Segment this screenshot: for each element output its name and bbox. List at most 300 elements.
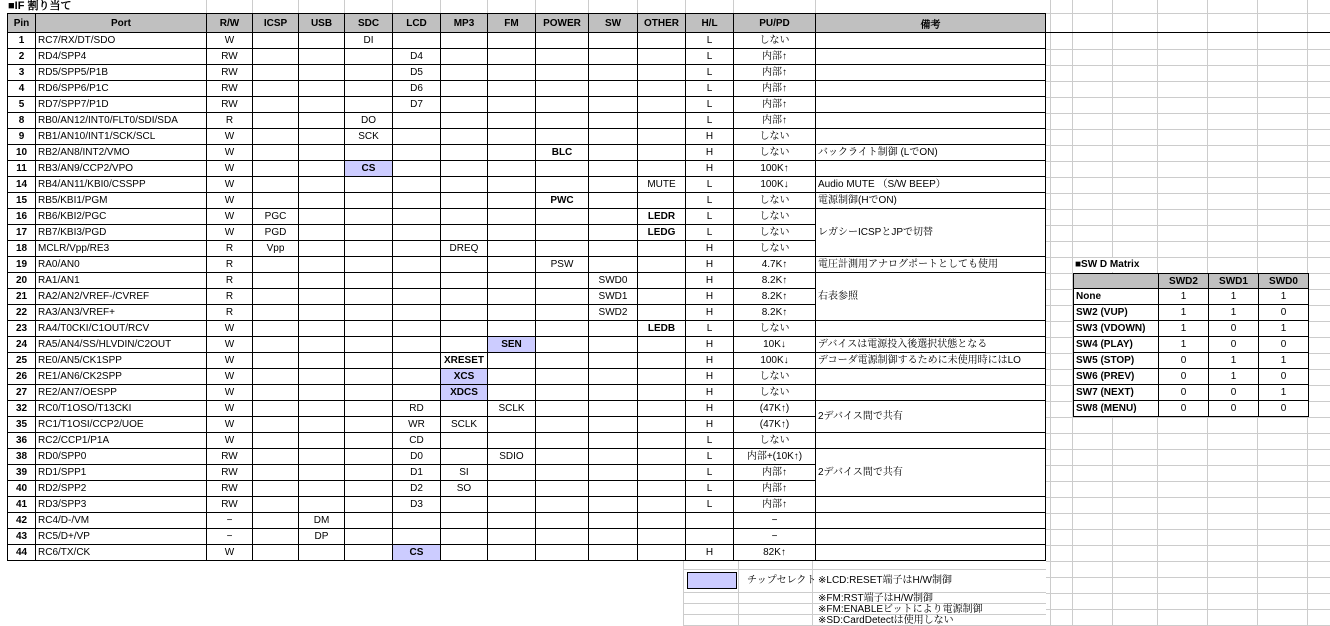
pin25-hl-cell[interactable]: H: [686, 353, 734, 369]
pin18-port-cell[interactable]: MCLR/Vpp/RE3: [36, 241, 207, 257]
pin5-pupd-cell[interactable]: 内部↑: [734, 97, 816, 113]
pin43-usb-cell[interactable]: DP: [299, 529, 345, 545]
pin32-fm-cell[interactable]: SCLK: [488, 401, 536, 417]
pin27-fm-cell[interactable]: [488, 385, 536, 401]
pin11-rw-cell[interactable]: W: [207, 161, 253, 177]
pin44-lcd-cell[interactable]: CS: [393, 545, 441, 561]
swd-value-swd0[interactable]: 1: [1259, 353, 1309, 369]
pin14-usb-cell[interactable]: [299, 177, 345, 193]
pin5-rw-cell[interactable]: RW: [207, 97, 253, 113]
pin15-rw-cell[interactable]: W: [207, 193, 253, 209]
pin38-pin-cell[interactable]: 38: [8, 449, 36, 465]
pin22-power-cell[interactable]: [536, 305, 589, 321]
pin2-sdc-cell[interactable]: [345, 49, 393, 65]
swd-value-swd1[interactable]: 1: [1209, 289, 1259, 305]
column-header-lcd[interactable]: LCD: [393, 14, 441, 33]
pin16-remark-cell[interactable]: レガシーICSPとJPで切替: [816, 209, 1046, 257]
pin10-mp3-cell[interactable]: [441, 145, 488, 161]
pin2-sw-cell[interactable]: [589, 49, 638, 65]
pin36-pupd-cell[interactable]: しない: [734, 433, 816, 449]
pin1-remark-cell[interactable]: [816, 33, 1046, 49]
pin3-power-cell[interactable]: [536, 65, 589, 81]
pin38-port-cell[interactable]: RD0/SPP0: [36, 449, 207, 465]
pin21-rw-cell[interactable]: R: [207, 289, 253, 305]
pin8-mp3-cell[interactable]: [441, 113, 488, 129]
pin17-fm-cell[interactable]: [488, 225, 536, 241]
pin11-hl-cell[interactable]: H: [686, 161, 734, 177]
pin1-mp3-cell[interactable]: [441, 33, 488, 49]
pin11-pupd-cell[interactable]: 100K↑: [734, 161, 816, 177]
swd-value-swd0[interactable]: 1: [1259, 321, 1309, 337]
footnote-3[interactable]: ※FM:ENABLEビットにより電源制御: [818, 604, 983, 615]
pin42-usb-cell[interactable]: DM: [299, 513, 345, 529]
pin22-fm-cell[interactable]: [488, 305, 536, 321]
pin36-hl-cell[interactable]: L: [686, 433, 734, 449]
pin11-icsp-cell[interactable]: [253, 161, 299, 177]
pin25-mp3-cell[interactable]: XRESET: [441, 353, 488, 369]
pin22-pupd-cell[interactable]: 8.2K↑: [734, 305, 816, 321]
pin40-other-cell[interactable]: [638, 481, 686, 497]
pin10-other-cell[interactable]: [638, 145, 686, 161]
pin35-other-cell[interactable]: [638, 417, 686, 433]
pin5-sdc-cell[interactable]: [345, 97, 393, 113]
pin25-power-cell[interactable]: [536, 353, 589, 369]
pin14-sw-cell[interactable]: [589, 177, 638, 193]
pin10-sdc-cell[interactable]: [345, 145, 393, 161]
pin19-lcd-cell[interactable]: [393, 257, 441, 273]
pin18-mp3-cell[interactable]: DREQ: [441, 241, 488, 257]
pin19-power-cell[interactable]: PSW: [536, 257, 589, 273]
pin8-rw-cell[interactable]: R: [207, 113, 253, 129]
pin3-fm-cell[interactable]: [488, 65, 536, 81]
pin23-other-cell[interactable]: LEDB: [638, 321, 686, 337]
pin21-mp3-cell[interactable]: [441, 289, 488, 305]
pin36-sdc-cell[interactable]: [345, 433, 393, 449]
pin10-remark-cell[interactable]: バックライト制御 (LでON): [816, 145, 1046, 161]
pin39-rw-cell[interactable]: RW: [207, 465, 253, 481]
pin42-sw-cell[interactable]: [589, 513, 638, 529]
pin36-port-cell[interactable]: RC2/CCP1/P1A: [36, 433, 207, 449]
pin15-usb-cell[interactable]: [299, 193, 345, 209]
pin26-icsp-cell[interactable]: [253, 369, 299, 385]
pin22-icsp-cell[interactable]: [253, 305, 299, 321]
pin23-remark-cell[interactable]: [816, 321, 1046, 337]
pin26-remark-cell[interactable]: [816, 369, 1046, 385]
swd-value-swd1[interactable]: 0: [1209, 401, 1259, 417]
pin25-sw-cell[interactable]: [589, 353, 638, 369]
pin26-sw-cell[interactable]: [589, 369, 638, 385]
pin14-mp3-cell[interactable]: [441, 177, 488, 193]
column-header-sdc[interactable]: SDC: [345, 14, 393, 33]
pin35-lcd-cell[interactable]: WR: [393, 417, 441, 433]
pin11-fm-cell[interactable]: [488, 161, 536, 177]
pin41-mp3-cell[interactable]: [441, 497, 488, 513]
pin19-other-cell[interactable]: [638, 257, 686, 273]
pin41-rw-cell[interactable]: RW: [207, 497, 253, 513]
pin19-pupd-cell[interactable]: 4.7K↑: [734, 257, 816, 273]
pin9-port-cell[interactable]: RB1/AN10/INT1/SCK/SCL: [36, 129, 207, 145]
pin27-sdc-cell[interactable]: [345, 385, 393, 401]
pin1-power-cell[interactable]: [536, 33, 589, 49]
pin4-lcd-cell[interactable]: D6: [393, 81, 441, 97]
swd-value-swd2[interactable]: 0: [1159, 369, 1209, 385]
pin32-lcd-cell[interactable]: RD: [393, 401, 441, 417]
pin42-pupd-cell[interactable]: −: [734, 513, 816, 529]
pin25-icsp-cell[interactable]: [253, 353, 299, 369]
pin14-icsp-cell[interactable]: [253, 177, 299, 193]
pin24-icsp-cell[interactable]: [253, 337, 299, 353]
pin19-remark-cell[interactable]: 電圧計測用アナログポートとしても使用: [816, 257, 1046, 273]
pin25-sdc-cell[interactable]: [345, 353, 393, 369]
pin32-sdc-cell[interactable]: [345, 401, 393, 417]
pin15-mp3-cell[interactable]: [441, 193, 488, 209]
pin36-sw-cell[interactable]: [589, 433, 638, 449]
pin26-usb-cell[interactable]: [299, 369, 345, 385]
pin5-usb-cell[interactable]: [299, 97, 345, 113]
pin23-icsp-cell[interactable]: [253, 321, 299, 337]
pin36-fm-cell[interactable]: [488, 433, 536, 449]
pin18-rw-cell[interactable]: R: [207, 241, 253, 257]
pin41-power-cell[interactable]: [536, 497, 589, 513]
pin10-pupd-cell[interactable]: しない: [734, 145, 816, 161]
pin8-hl-cell[interactable]: L: [686, 113, 734, 129]
pin9-mp3-cell[interactable]: [441, 129, 488, 145]
swd-value-swd2[interactable]: 0: [1159, 353, 1209, 369]
pin25-pupd-cell[interactable]: 100K↓: [734, 353, 816, 369]
pin44-pupd-cell[interactable]: 82K↑: [734, 545, 816, 561]
swd-value-swd0[interactable]: 0: [1259, 369, 1309, 385]
pin17-pupd-cell[interactable]: しない: [734, 225, 816, 241]
column-header-remark[interactable]: 備考: [816, 14, 1046, 33]
pin24-lcd-cell[interactable]: [393, 337, 441, 353]
pin2-pupd-cell[interactable]: 内部↑: [734, 49, 816, 65]
pin39-icsp-cell[interactable]: [253, 465, 299, 481]
pin17-sw-cell[interactable]: [589, 225, 638, 241]
swd-value-swd1[interactable]: 1: [1209, 369, 1259, 385]
pin16-sw-cell[interactable]: [589, 209, 638, 225]
pin8-power-cell[interactable]: [536, 113, 589, 129]
pin27-power-cell[interactable]: [536, 385, 589, 401]
pin36-power-cell[interactable]: [536, 433, 589, 449]
pin40-icsp-cell[interactable]: [253, 481, 299, 497]
pin36-rw-cell[interactable]: W: [207, 433, 253, 449]
pin27-mp3-cell[interactable]: XDCS: [441, 385, 488, 401]
pin8-remark-cell[interactable]: [816, 113, 1046, 129]
swd-row-label[interactable]: None: [1074, 289, 1159, 305]
pin4-pin-cell[interactable]: 4: [8, 81, 36, 97]
pin4-sdc-cell[interactable]: [345, 81, 393, 97]
pin9-rw-cell[interactable]: W: [207, 129, 253, 145]
pin40-sw-cell[interactable]: [589, 481, 638, 497]
pin20-remark-cell[interactable]: 右表参照: [816, 273, 1046, 321]
pin42-other-cell[interactable]: [638, 513, 686, 529]
column-header-port[interactable]: Port: [36, 14, 207, 33]
pin43-fm-cell[interactable]: [488, 529, 536, 545]
pin39-pupd-cell[interactable]: 内部↑: [734, 465, 816, 481]
pin44-port-cell[interactable]: RC6/TX/CK: [36, 545, 207, 561]
column-header-usb[interactable]: USB: [299, 14, 345, 33]
pin2-usb-cell[interactable]: [299, 49, 345, 65]
pin21-hl-cell[interactable]: H: [686, 289, 734, 305]
pin21-power-cell[interactable]: [536, 289, 589, 305]
pin3-icsp-cell[interactable]: [253, 65, 299, 81]
pin8-other-cell[interactable]: [638, 113, 686, 129]
chip-select-legend-label[interactable]: チップセレクト: [747, 575, 817, 586]
pin44-sw-cell[interactable]: [589, 545, 638, 561]
pin8-icsp-cell[interactable]: [253, 113, 299, 129]
pin4-rw-cell[interactable]: RW: [207, 81, 253, 97]
swd-value-swd2[interactable]: 1: [1159, 289, 1209, 305]
pin14-remark-cell[interactable]: Audio MUTE （S/W BEEP）: [816, 177, 1046, 193]
column-header-pin[interactable]: Pin: [8, 14, 36, 33]
pin1-sw-cell[interactable]: [589, 33, 638, 49]
pin2-hl-cell[interactable]: L: [686, 49, 734, 65]
pin14-rw-cell[interactable]: W: [207, 177, 253, 193]
pin39-pin-cell[interactable]: 39: [8, 465, 36, 481]
pin43-rw-cell[interactable]: −: [207, 529, 253, 545]
column-header-power[interactable]: POWER: [536, 14, 589, 33]
pin43-sdc-cell[interactable]: [345, 529, 393, 545]
pin2-remark-cell[interactable]: [816, 49, 1046, 65]
pin43-mp3-cell[interactable]: [441, 529, 488, 545]
pin11-sdc-cell[interactable]: CS: [345, 161, 393, 177]
pin24-fm-cell[interactable]: SEN: [488, 337, 536, 353]
pin44-sdc-cell[interactable]: [345, 545, 393, 561]
pin38-power-cell[interactable]: [536, 449, 589, 465]
pin16-port-cell[interactable]: RB6/KBI2/PGC: [36, 209, 207, 225]
pin16-mp3-cell[interactable]: [441, 209, 488, 225]
pin3-pin-cell[interactable]: 3: [8, 65, 36, 81]
pin26-hl-cell[interactable]: H: [686, 369, 734, 385]
pin25-fm-cell[interactable]: [488, 353, 536, 369]
column-header-fm[interactable]: FM: [488, 14, 536, 33]
pin44-icsp-cell[interactable]: [253, 545, 299, 561]
pin14-pin-cell[interactable]: 14: [8, 177, 36, 193]
pin15-icsp-cell[interactable]: [253, 193, 299, 209]
pin23-sw-cell[interactable]: [589, 321, 638, 337]
pin10-usb-cell[interactable]: [299, 145, 345, 161]
pin5-other-cell[interactable]: [638, 97, 686, 113]
swd-column-header-swd2[interactable]: SWD2: [1159, 274, 1209, 289]
pin23-lcd-cell[interactable]: [393, 321, 441, 337]
pin14-other-cell[interactable]: MUTE: [638, 177, 686, 193]
pin8-lcd-cell[interactable]: [393, 113, 441, 129]
pin21-sdc-cell[interactable]: [345, 289, 393, 305]
pin23-fm-cell[interactable]: [488, 321, 536, 337]
pin15-other-cell[interactable]: [638, 193, 686, 209]
pin22-rw-cell[interactable]: R: [207, 305, 253, 321]
swd-value-swd0[interactable]: 0: [1259, 401, 1309, 417]
pin15-hl-cell[interactable]: L: [686, 193, 734, 209]
pin35-pin-cell[interactable]: 35: [8, 417, 36, 433]
pin17-usb-cell[interactable]: [299, 225, 345, 241]
pin21-port-cell[interactable]: RA2/AN2/VREF-/CVREF: [36, 289, 207, 305]
pin3-sw-cell[interactable]: [589, 65, 638, 81]
pin1-port-cell[interactable]: RC7/RX/DT/SDO: [36, 33, 207, 49]
pin44-pin-cell[interactable]: 44: [8, 545, 36, 561]
pin22-mp3-cell[interactable]: [441, 305, 488, 321]
swd-header-blank[interactable]: [1074, 274, 1159, 289]
pin26-fm-cell[interactable]: [488, 369, 536, 385]
pin43-lcd-cell[interactable]: [393, 529, 441, 545]
pin9-lcd-cell[interactable]: [393, 129, 441, 145]
pin21-other-cell[interactable]: [638, 289, 686, 305]
pin36-usb-cell[interactable]: [299, 433, 345, 449]
pin8-usb-cell[interactable]: [299, 113, 345, 129]
pin21-pin-cell[interactable]: 21: [8, 289, 36, 305]
swd-value-swd1[interactable]: 0: [1209, 337, 1259, 353]
pin23-pin-cell[interactable]: 23: [8, 321, 36, 337]
pin36-lcd-cell[interactable]: CD: [393, 433, 441, 449]
pin41-sw-cell[interactable]: [589, 497, 638, 513]
pin1-usb-cell[interactable]: [299, 33, 345, 49]
pin3-lcd-cell[interactable]: D5: [393, 65, 441, 81]
pin20-other-cell[interactable]: [638, 273, 686, 289]
swd-value-swd1[interactable]: 1: [1209, 305, 1259, 321]
pin16-usb-cell[interactable]: [299, 209, 345, 225]
pin27-other-cell[interactable]: [638, 385, 686, 401]
pin20-sw-cell[interactable]: SWD0: [589, 273, 638, 289]
pin32-icsp-cell[interactable]: [253, 401, 299, 417]
pin3-other-cell[interactable]: [638, 65, 686, 81]
pin41-other-cell[interactable]: [638, 497, 686, 513]
pin23-pupd-cell[interactable]: しない: [734, 321, 816, 337]
pin35-pupd-cell[interactable]: (47K↑): [734, 417, 816, 433]
pin35-port-cell[interactable]: RC1/T1OSI/CCP2/UOE: [36, 417, 207, 433]
pin32-port-cell[interactable]: RC0/T1OSO/T13CKI: [36, 401, 207, 417]
pin27-icsp-cell[interactable]: [253, 385, 299, 401]
pin4-port-cell[interactable]: RD6/SPP6/P1C: [36, 81, 207, 97]
pin35-fm-cell[interactable]: [488, 417, 536, 433]
pin15-remark-cell[interactable]: 電源制御(HでON): [816, 193, 1046, 209]
pin21-fm-cell[interactable]: [488, 289, 536, 305]
pin15-sdc-cell[interactable]: [345, 193, 393, 209]
pin1-other-cell[interactable]: [638, 33, 686, 49]
swd-row-label[interactable]: SW3 (VDOWN): [1074, 321, 1159, 337]
pin16-pupd-cell[interactable]: しない: [734, 209, 816, 225]
pin43-remark-cell[interactable]: [816, 529, 1046, 545]
pin11-lcd-cell[interactable]: [393, 161, 441, 177]
footnote-4[interactable]: ※SD:CardDetectは使用しない: [818, 615, 954, 626]
pin40-pupd-cell[interactable]: 内部↑: [734, 481, 816, 497]
pin20-icsp-cell[interactable]: [253, 273, 299, 289]
pin35-power-cell[interactable]: [536, 417, 589, 433]
pin5-lcd-cell[interactable]: D7: [393, 97, 441, 113]
pin22-lcd-cell[interactable]: [393, 305, 441, 321]
swd-row-label[interactable]: SW4 (PLAY): [1074, 337, 1159, 353]
pin20-pin-cell[interactable]: 20: [8, 273, 36, 289]
pin1-icsp-cell[interactable]: [253, 33, 299, 49]
pin5-port-cell[interactable]: RD7/SPP7/P1D: [36, 97, 207, 113]
pin4-other-cell[interactable]: [638, 81, 686, 97]
swd-value-swd0[interactable]: 1: [1259, 385, 1309, 401]
pin8-pupd-cell[interactable]: 内部↑: [734, 113, 816, 129]
pin19-icsp-cell[interactable]: [253, 257, 299, 273]
pin11-mp3-cell[interactable]: [441, 161, 488, 177]
pin9-icsp-cell[interactable]: [253, 129, 299, 145]
pin42-lcd-cell[interactable]: [393, 513, 441, 529]
pin8-fm-cell[interactable]: [488, 113, 536, 129]
pin2-lcd-cell[interactable]: D4: [393, 49, 441, 65]
pin20-mp3-cell[interactable]: [441, 273, 488, 289]
pin11-other-cell[interactable]: [638, 161, 686, 177]
swd-value-swd0[interactable]: 0: [1259, 305, 1309, 321]
pin18-pin-cell[interactable]: 18: [8, 241, 36, 257]
pin38-rw-cell[interactable]: RW: [207, 449, 253, 465]
pin16-other-cell[interactable]: LEDR: [638, 209, 686, 225]
pin24-sw-cell[interactable]: [589, 337, 638, 353]
pin43-pin-cell[interactable]: 43: [8, 529, 36, 545]
pin11-remark-cell[interactable]: [816, 161, 1046, 177]
pin35-sw-cell[interactable]: [589, 417, 638, 433]
pin26-rw-cell[interactable]: W: [207, 369, 253, 385]
pin10-sw-cell[interactable]: [589, 145, 638, 161]
pin4-icsp-cell[interactable]: [253, 81, 299, 97]
pin8-sw-cell[interactable]: [589, 113, 638, 129]
pin42-icsp-cell[interactable]: [253, 513, 299, 529]
pin40-fm-cell[interactable]: [488, 481, 536, 497]
pin19-usb-cell[interactable]: [299, 257, 345, 273]
pin25-rw-cell[interactable]: W: [207, 353, 253, 369]
pin18-lcd-cell[interactable]: [393, 241, 441, 257]
pin21-lcd-cell[interactable]: [393, 289, 441, 305]
pin17-mp3-cell[interactable]: [441, 225, 488, 241]
pin42-remark-cell[interactable]: [816, 513, 1046, 529]
swd-row-label[interactable]: SW5 (STOP): [1074, 353, 1159, 369]
column-header-rw[interactable]: R/W: [207, 14, 253, 33]
pin20-port-cell[interactable]: RA1/AN1: [36, 273, 207, 289]
pin32-power-cell[interactable]: [536, 401, 589, 417]
pin38-fm-cell[interactable]: SDIO: [488, 449, 536, 465]
pin26-other-cell[interactable]: [638, 369, 686, 385]
pin20-hl-cell[interactable]: H: [686, 273, 734, 289]
column-header-icsp[interactable]: ICSP: [253, 14, 299, 33]
pin24-remark-cell[interactable]: デバイスは電源投入後選択状態となる: [816, 337, 1046, 353]
swd-value-swd0[interactable]: 0: [1259, 337, 1309, 353]
pin19-fm-cell[interactable]: [488, 257, 536, 273]
pin17-lcd-cell[interactable]: [393, 225, 441, 241]
pin40-usb-cell[interactable]: [299, 481, 345, 497]
pin16-power-cell[interactable]: [536, 209, 589, 225]
pin44-hl-cell[interactable]: H: [686, 545, 734, 561]
pin23-usb-cell[interactable]: [299, 321, 345, 337]
pin15-pupd-cell[interactable]: しない: [734, 193, 816, 209]
pin1-lcd-cell[interactable]: [393, 33, 441, 49]
pin18-pupd-cell[interactable]: しない: [734, 241, 816, 257]
pin19-hl-cell[interactable]: H: [686, 257, 734, 273]
pin9-pupd-cell[interactable]: しない: [734, 129, 816, 145]
pin22-usb-cell[interactable]: [299, 305, 345, 321]
swd-value-swd1[interactable]: 0: [1209, 385, 1259, 401]
swd-row-label[interactable]: SW8 (MENU): [1074, 401, 1159, 417]
pin32-other-cell[interactable]: [638, 401, 686, 417]
pin5-pin-cell[interactable]: 5: [8, 97, 36, 113]
pin41-port-cell[interactable]: RD3/SPP3: [36, 497, 207, 513]
pin38-other-cell[interactable]: [638, 449, 686, 465]
pin20-usb-cell[interactable]: [299, 273, 345, 289]
pin5-icsp-cell[interactable]: [253, 97, 299, 113]
pin35-sdc-cell[interactable]: [345, 417, 393, 433]
pin17-icsp-cell[interactable]: PGD: [253, 225, 299, 241]
pin41-sdc-cell[interactable]: [345, 497, 393, 513]
pin25-usb-cell[interactable]: [299, 353, 345, 369]
pin21-pupd-cell[interactable]: 8.2K↑: [734, 289, 816, 305]
pin24-other-cell[interactable]: [638, 337, 686, 353]
pin4-power-cell[interactable]: [536, 81, 589, 97]
pin3-pupd-cell[interactable]: 内部↑: [734, 65, 816, 81]
pin11-port-cell[interactable]: RB3/AN9/CCP2/VPO: [36, 161, 207, 177]
pin22-sdc-cell[interactable]: [345, 305, 393, 321]
